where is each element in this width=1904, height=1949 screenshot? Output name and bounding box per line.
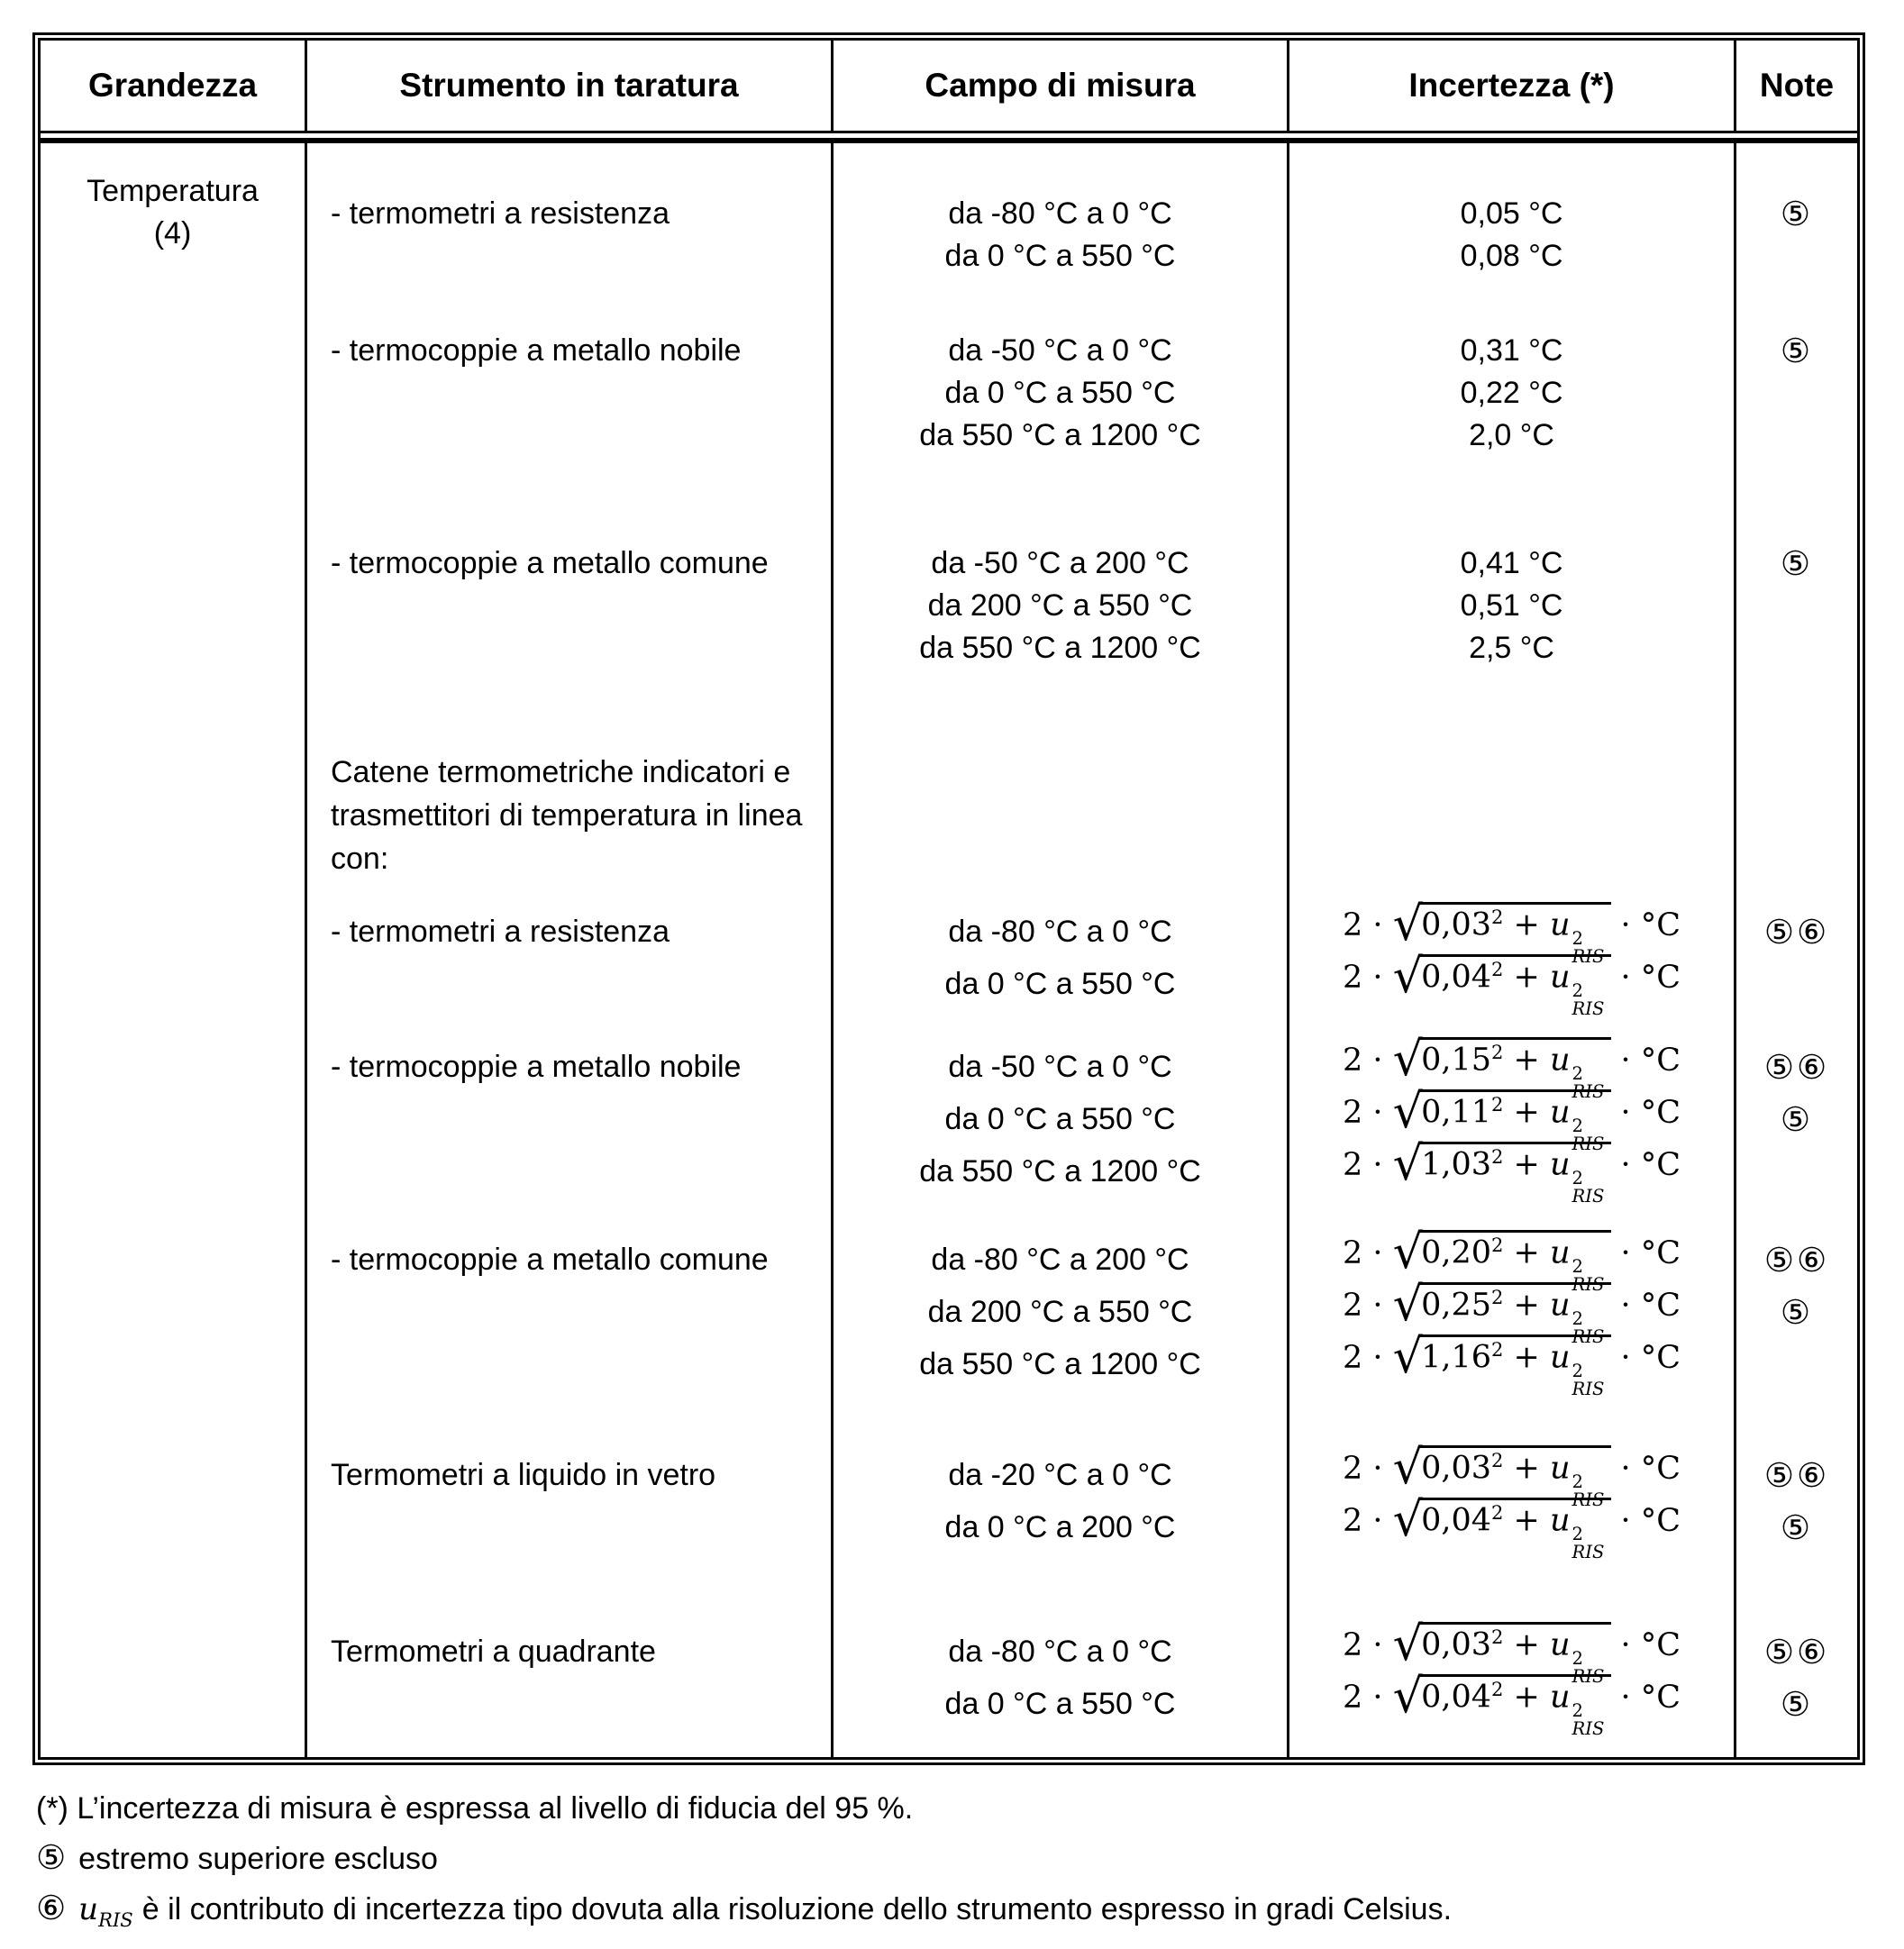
note-refs: ⑤	[1780, 196, 1814, 232]
instrument-cell	[307, 880, 834, 1010]
uncertainty-cell	[1289, 669, 1736, 880]
measure-range: da 550 °C a 1200 °C	[919, 631, 1201, 665]
quantity-cell	[41, 1553, 307, 1757]
measure-range: da 0 °C a 550 °C	[944, 1101, 1176, 1136]
uncertainty-formula: $2 \cdot √0,03^2 + u$ 2 RIS · °C	[1342, 1616, 1681, 1687]
formula-unit: · °C	[1620, 1626, 1681, 1663]
instrument-cell	[307, 1010, 834, 1198]
sqrt-icon: √	[1392, 1224, 1424, 1280]
sqrt-icon: √	[1392, 1276, 1424, 1332]
footnote-5	[36, 1838, 1452, 1877]
note-refs	[1736, 1145, 1857, 1198]
instrument-cell	[307, 669, 834, 880]
radicand: $0,04^2 + u$ 2 RIS	[1418, 954, 1611, 1018]
footnote-5-text: estremo superiore escluso	[78, 1842, 438, 1876]
u-exponent: 2	[1571, 1361, 1584, 1382]
u-subscript: RIS	[1571, 1133, 1605, 1154]
range-cell	[834, 1553, 1289, 1757]
measure-range: da -50 °C a 200 °C	[931, 546, 1189, 580]
instrument-label: Catene termometriche indicatori e trasmettitori di temperatura in linea con:	[331, 755, 803, 876]
note-refs: ⑤	[1780, 332, 1814, 369]
measure-range: da 550 °C a 1200 °C	[919, 418, 1201, 452]
u-symbol: u	[1550, 1042, 1571, 1079]
instrument-cell	[307, 1553, 834, 1757]
notes-cell	[1736, 143, 1857, 278]
instrument-label: - termometri a resistenza	[331, 196, 670, 231]
instrument-label: - termocoppie a metallo nobile	[331, 333, 742, 368]
range-cell	[834, 278, 1289, 457]
header-cell-incertezza: Incertezza (*)	[1289, 41, 1736, 131]
range-cell	[834, 1010, 1289, 1198]
uncertainty-value: 0,22 °C	[1460, 376, 1563, 410]
measure-range: da 0 °C a 550 °C	[944, 966, 1176, 1001]
u-symbol: u	[1550, 1146, 1571, 1183]
uncertainty-value: 0,05 °C	[1460, 196, 1563, 231]
formula-unit: · °C	[1620, 1234, 1681, 1271]
header-separator	[41, 131, 1857, 143]
measure-range: da -80 °C a 0 °C	[948, 914, 1172, 949]
notes-cell	[1736, 669, 1857, 880]
radicand: $1,16^2 + u$ 2 RIS	[1418, 1334, 1611, 1398]
quantity-cell	[41, 880, 307, 1010]
squared-exponent: 2	[1491, 1449, 1504, 1471]
header-cell-campo: Campo di misura	[834, 41, 1289, 131]
footnote-6	[36, 1889, 1452, 1931]
radicand: $0,04^2 + u$ 2 RIS	[1418, 1498, 1611, 1562]
table-inner-frame	[38, 38, 1860, 1760]
squared-exponent: 2	[1491, 1041, 1504, 1063]
uncertainty-formula: $2 \cdot √0,03^2 + u$ 2 RIS · °C	[1342, 1439, 1681, 1510]
sqrt-icon: √	[1392, 1439, 1424, 1495]
u-subscript: RIS	[1571, 1489, 1605, 1510]
note-refs	[1736, 414, 1857, 457]
squared-exponent: 2	[1491, 1678, 1504, 1700]
uncertainty-value: 2,5 °C	[1469, 631, 1554, 665]
note-refs: ⑤	[1780, 1100, 1814, 1138]
notes-cell	[1736, 1390, 1857, 1553]
range-cell	[834, 669, 1289, 880]
squared-exponent: 2	[1491, 906, 1504, 928]
measure-range: da -20 °C a 0 °C	[948, 1457, 1172, 1492]
quantity-cell	[41, 669, 307, 880]
instrument-cell	[307, 1390, 834, 1553]
u-symbol: u	[1550, 1094, 1571, 1131]
quantity-cell	[41, 1198, 307, 1390]
radicand: $1,03^2 + u$ 2 RIS	[1418, 1142, 1611, 1206]
notes-cell	[1736, 880, 1857, 1010]
u-subscript: RIS	[1571, 1541, 1605, 1562]
u-symbol: u	[1550, 1287, 1571, 1324]
squared-exponent: 2	[1491, 1234, 1504, 1256]
instrument-cell	[307, 1198, 834, 1390]
u-symbol: u	[1550, 1679, 1571, 1716]
note-refs	[1736, 958, 1857, 1010]
radicand: $0,03^2 + u$ 2 RIS	[1418, 1445, 1611, 1509]
u-exponent: 2	[1571, 1700, 1584, 1722]
note-refs	[1736, 627, 1857, 669]
uncertainty-value	[1289, 1135, 1734, 1207]
note-refs: ⑤	[1780, 545, 1814, 582]
uncertainty-formula: $2 \cdot √1,16^2 + u$ 2 RIS · °C	[1342, 1328, 1681, 1399]
instrument-label: - termocoppie a metallo nobile	[331, 1049, 742, 1084]
range-cell	[834, 1390, 1289, 1553]
uncertainty-cell	[1289, 457, 1736, 669]
measure-range: da 0 °C a 200 °C	[944, 1509, 1176, 1544]
note-refs: ⑤⑥	[1763, 1633, 1830, 1671]
note-refs: ⑤	[1780, 1685, 1814, 1723]
instrument-cell	[307, 278, 834, 457]
sqrt-icon: √	[1392, 1031, 1424, 1087]
uncertainty-value	[1289, 1328, 1734, 1399]
measure-range: da 0 °C a 550 °C	[944, 376, 1176, 410]
note-refs: ⑤⑥	[1763, 1456, 1830, 1494]
radicand: $0,25^2 + u$ 2 RIS	[1418, 1282, 1611, 1346]
radicand: $0,03^2 + u$ 2 RIS	[1418, 1622, 1611, 1686]
u-subscript: RIS	[1571, 1378, 1605, 1399]
u-exponent: 2	[1571, 1063, 1584, 1085]
note-refs: ⑤⑥	[1763, 1048, 1830, 1086]
uncertainty-formula: $2 \cdot √0,04^2 + u$ 2 RIS · °C	[1342, 948, 1681, 1019]
range-cell	[834, 143, 1289, 278]
header-cell-note: Note	[1759, 67, 1835, 104]
sqrt-icon: √	[1392, 1491, 1424, 1547]
uncertainty-cell	[1289, 278, 1736, 457]
quantity-cell	[41, 143, 307, 278]
measure-range: da -50 °C a 0 °C	[948, 333, 1172, 368]
footnote-star	[36, 1791, 1452, 1826]
uncertainty-cell	[1289, 1010, 1736, 1207]
u-exponent: 2	[1571, 1256, 1584, 1278]
instrument-cell	[307, 143, 834, 278]
squared-exponent: 2	[1491, 1145, 1504, 1168]
uncertainty-formula: $2 \cdot √0,15^2 + u$ 2 RIS · °C	[1342, 1031, 1681, 1102]
note-refs	[1736, 235, 1857, 278]
squared-exponent: 2	[1491, 958, 1504, 980]
u-symbol: u	[1550, 1626, 1571, 1663]
instrument-label: - termocoppie a metallo comune	[331, 546, 769, 580]
sqrt-icon: √	[1392, 1668, 1424, 1724]
note-refs	[1736, 372, 1857, 414]
measure-range: da 550 °C a 1200 °C	[919, 1346, 1201, 1381]
u-subscript: RIS	[1571, 1080, 1605, 1102]
header-cell-grandezza: Grandezza	[41, 41, 307, 131]
u-subscript: RIS	[1571, 1325, 1605, 1347]
formula-unit: · °C	[1620, 1502, 1681, 1539]
u-exponent: 2	[1571, 928, 1584, 950]
u-subscript: RIS	[1571, 1185, 1605, 1207]
note-refs: ⑤	[1780, 1293, 1814, 1331]
footnotes	[36, 1791, 1452, 1943]
quantity-cell	[41, 1390, 307, 1553]
formula-unit: · °C	[1620, 1042, 1681, 1079]
notes-cell	[1736, 278, 1857, 457]
uncertainty-formula: $2 \cdot √0,03^2 + u$ 2 RIS · °C	[1342, 896, 1681, 967]
squared-exponent: 2	[1491, 1338, 1504, 1361]
sqrt-icon: √	[1392, 1083, 1424, 1139]
notes-cell	[1736, 1010, 1857, 1198]
range-cell	[834, 1198, 1289, 1390]
uncertainty-value	[1289, 948, 1734, 1019]
u-exponent: 2	[1571, 1648, 1584, 1670]
formula-unit: · °C	[1620, 1287, 1681, 1324]
quantity-ref: (4)	[153, 216, 192, 250]
measure-range: da -50 °C a 0 °C	[948, 1049, 1172, 1084]
sqrt-icon: √	[1392, 1328, 1424, 1384]
u-exponent: 2	[1571, 980, 1584, 1002]
uncertainty-cell	[1289, 1553, 1736, 1757]
quantity-cell	[41, 457, 307, 669]
uncertainty-formula: $2 \cdot √0,11^2 + u$ 2 RIS · °C	[1342, 1083, 1681, 1154]
squared-exponent: 2	[1491, 1286, 1504, 1308]
radicand: $0,11^2 + u$ 2 RIS	[1418, 1089, 1611, 1153]
formula-unit: · °C	[1620, 1339, 1681, 1376]
u-symbol: u	[1550, 959, 1571, 996]
u-subscript: RIS	[1571, 945, 1605, 967]
note-5-marker-icon: ⑤	[36, 1839, 67, 1876]
uncertainty-value: 0,08 °C	[1460, 239, 1563, 273]
uncertainty-cell	[1289, 880, 1736, 1019]
u-exponent: 2	[1571, 1116, 1584, 1137]
measure-range: da -80 °C a 200 °C	[931, 1242, 1189, 1277]
u-subscript: RIS	[1571, 997, 1605, 1019]
note-refs: ⑤⑥	[1763, 1241, 1830, 1279]
u-exponent: 2	[1571, 1308, 1584, 1330]
radicand: $0,15^2 + u$ 2 RIS	[1418, 1037, 1611, 1101]
note-refs: ⑤	[1780, 1508, 1814, 1546]
radicand: $0,03^2 + u$ 2 RIS	[1418, 902, 1611, 966]
header-cell-strumento: Strumento in taratura	[307, 41, 834, 131]
notes-cell	[1736, 1553, 1857, 1757]
range-cell	[834, 880, 1289, 1010]
uncertainty-formula: $2 \cdot √0,25^2 + u$ 2 RIS · °C	[1342, 1276, 1681, 1347]
instrument-label: Termometri a quadrante	[331, 1634, 656, 1669]
sqrt-icon: √	[1392, 1135, 1424, 1191]
instrument-cell	[307, 457, 834, 669]
instrument-label: - termocoppie a metallo comune	[331, 1242, 769, 1277]
uncertainty-value: 2,0 °C	[1469, 418, 1554, 452]
uncertainty-formula: $2 \cdot √0,20^2 + u$ 2 RIS · °C	[1342, 1224, 1681, 1295]
instrument-label: - termometri a resistenza	[331, 914, 670, 949]
measure-range: da 0 °C a 550 °C	[944, 1686, 1176, 1721]
squared-exponent: 2	[1491, 1626, 1504, 1648]
formula-unit: · °C	[1620, 1450, 1681, 1487]
instrument-label: Termometri a liquido in vetro	[331, 1457, 716, 1492]
formula-unit: · °C	[1620, 1094, 1681, 1131]
radicand: $0,04^2 + u$ 2 RIS	[1418, 1674, 1611, 1738]
u-symbol: u	[1550, 1234, 1571, 1271]
u-subscript: RIS	[1571, 1273, 1605, 1295]
uncertainty-value	[1289, 1491, 1734, 1562]
uncertainty-cell	[1289, 143, 1736, 278]
formula-unit: · °C	[1620, 959, 1681, 996]
quantity-name: Temperatura	[87, 174, 259, 208]
table-grid	[41, 41, 1857, 1757]
formula-unit: · °C	[1620, 1146, 1681, 1183]
measure-range: da 200 °C a 550 °C	[927, 1294, 1193, 1329]
u-symbol: u	[1550, 906, 1571, 943]
footnote-star-text: (*) L’incertezza di misura è espressa al livello di fiducia del 95 %.	[36, 1791, 914, 1826]
sqrt-icon: √	[1392, 948, 1424, 1004]
note-refs: ⑤⑥	[1763, 913, 1830, 951]
note-refs	[1736, 1338, 1857, 1390]
radicand: $0,20^2 + u$ 2 RIS	[1418, 1230, 1611, 1294]
u-symbol: u	[1550, 1450, 1571, 1487]
notes-cell	[1736, 457, 1857, 669]
uncertainty-cell	[1289, 1198, 1736, 1399]
uncertainty-value: 0,31 °C	[1460, 333, 1563, 368]
u-exponent: 2	[1571, 1471, 1584, 1493]
u-indices	[1572, 1702, 1605, 1737]
sqrt-icon: √	[1392, 896, 1424, 952]
measure-range: da -80 °C a 0 °C	[948, 196, 1172, 231]
u-symbol: u	[1550, 1502, 1571, 1539]
u-subscript: RIS	[1571, 1665, 1605, 1687]
quantity-cell	[41, 1010, 307, 1198]
uncertainty-value	[1289, 1668, 1734, 1739]
u-exponent: 2	[1571, 1168, 1584, 1189]
sqrt-icon: √	[1392, 1616, 1424, 1671]
uncertainty-formula: $2 \cdot √0,04^2 + u$ 2 RIS · °C	[1342, 1668, 1681, 1739]
calibration-table	[32, 32, 1865, 1765]
quantity-cell	[41, 278, 307, 457]
uncertainty-value: 0,41 °C	[1460, 546, 1563, 580]
u-subscript: RIS	[1571, 1717, 1605, 1739]
uncertainty-formula: $2 \cdot √0,04^2 + u$ 2 RIS · °C	[1342, 1491, 1681, 1562]
measure-range: da 200 °C a 550 °C	[927, 588, 1193, 623]
note-refs	[1736, 585, 1857, 627]
u-symbol: u	[1550, 1339, 1571, 1376]
squared-exponent: 2	[1491, 1093, 1504, 1116]
u-exponent: 2	[1571, 1524, 1584, 1545]
measure-range: da -80 °C a 0 °C	[948, 1634, 1172, 1669]
uncertainty-formula: $2 \cdot √1,03^2 + u$ 2 RIS · °C	[1342, 1135, 1681, 1207]
measure-range: da 0 °C a 550 °C	[944, 239, 1176, 273]
note-6-marker-icon: ⑥	[36, 1890, 67, 1926]
formula-unit: · °C	[1620, 906, 1681, 943]
range-cell	[834, 457, 1289, 669]
formula-unit: · °C	[1620, 1679, 1681, 1716]
measure-range: da 550 °C a 1200 °C	[919, 1153, 1201, 1189]
footnote-6-text: è il contributo di incertezza tipo dovuta alla risoluzione dello strumento espresso in gradi Celsius.	[141, 1892, 1453, 1926]
notes-cell	[1736, 1198, 1857, 1390]
u-ris-symbol: $u_{RIS}$	[78, 1891, 133, 1931]
uncertainty-value: 0,51 °C	[1460, 588, 1563, 623]
squared-exponent: 2	[1491, 1501, 1504, 1524]
uncertainty-cell	[1289, 1390, 1736, 1562]
